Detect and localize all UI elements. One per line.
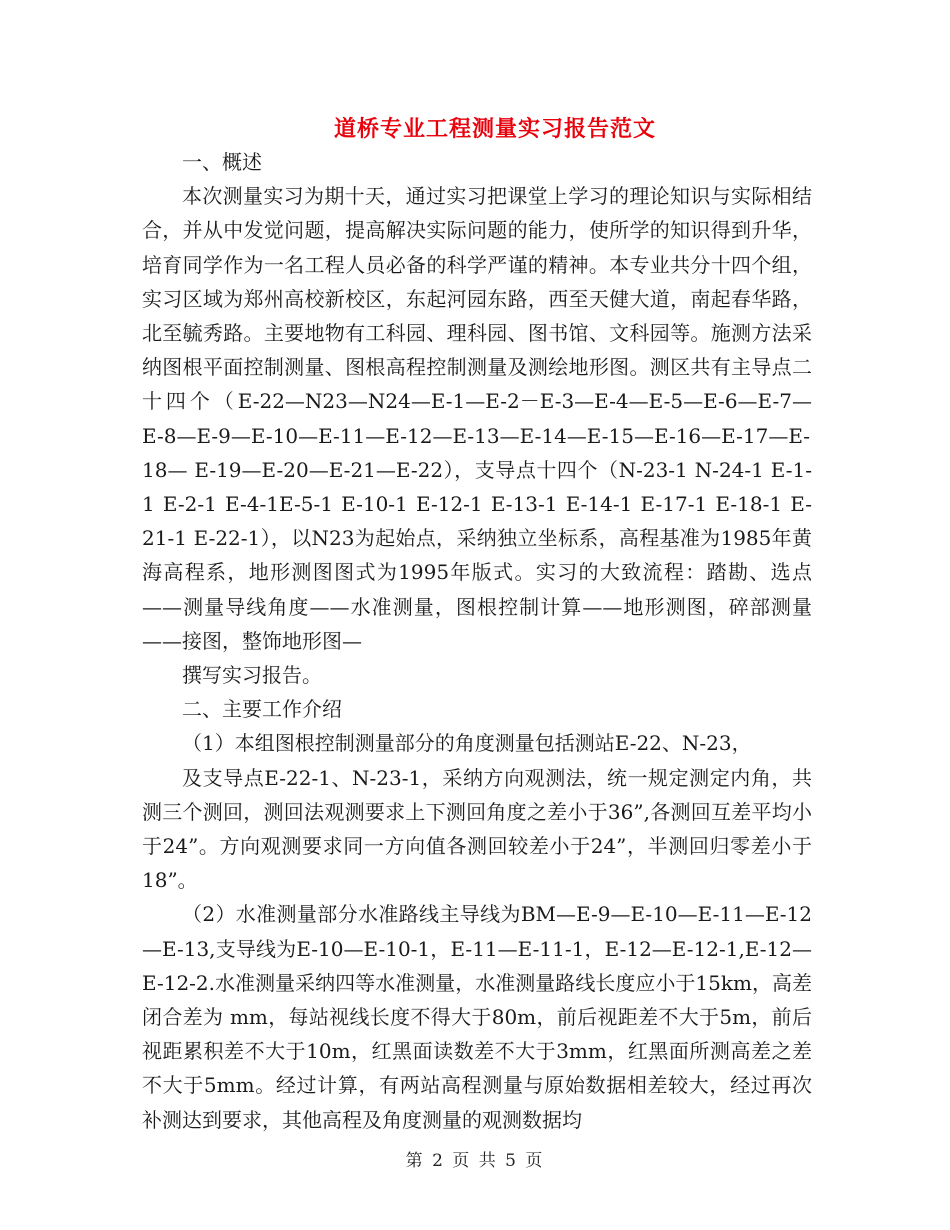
paragraph-leveling: （2）水准测量部分水准路线主导线为BM—E-9—E-10—E-11—E-12—E-13,支导线为E-10—E-10-1，E-11—E-11-1，E-12—E-12-1,E-12—E-12-2.水准测量采纳四等水准测量，水准测量路线长度应小于15km，高差闭合差为 mm，每站视线长度不得大于80m，前后视距差不大于5m，前后视距累积差不大于10m，红黑面读数差不大于3mm，红黑面所测高差之差不大于5mm。经过计算，有两站高程测量与原始数据相差较大，经过再次补测达到要求，其他高程及角度测量的观测数据均 [142,902,812,1132]
paragraph-overview: 本次测量实习为期十天，通过实习把课堂上学习的理论知识与实际相结合，并从中发觉问题，提高解决实际问题的能力，使所学的知识得到升华，培育同学作为一名工程人员必备的科学严谨的精神。本专业共分十四个组，实习区域为郑州高校新校区，东起河园东路，西至天健大道，南起春华路，北至毓秀路。主要地物有工科园、理科园、图书馆、文科园等。施测方法采纳图根平面控制测量、图根高程控制测量及测绘地形图。测区共有主导点二十四个（E-22—N23—N24—E-1—E-2－E-3—E-4—E-5—E-6—E-7—E-8—E-9—E-10—E-11—E-12—E-13—E-14—E-15—E-16—E-17—E-18— E-19—E-20—E-21—E-22），支导点十四个（N-23-1 N-24-1 E-1-1 E-2-1 E-4-1E-5-1 E-10-1 E-12-1 E-13-1 E-14-1 E-17-1 E-18-1 E-21-1 E-22-1），以N23为起始点，采纳独立坐标系，高程基准为1985年黄海高程系，地形测图图式为1995年版式。实习的大致流程：踏勘、选点——测量导线角度——水准测量，图根控制计算——地形测图，碎部测量——接图，整饰地形图— [142,184,812,653]
section-heading-main-work: 二、主要工作介绍 [182,697,342,722]
document-title: 道桥专业工程测量实习报告范文 [333,117,656,142]
page-number-footer: 第 2 页 共 5 页 [405,1151,545,1171]
paragraph-angle-measurement: 及支导点E-22-1、N-23-1，采纳方向观测法，统一规定测定内角，共测三个测回，测回法观测要求上下测回角度之差小于36”,各测回互差平均小于24”。方向观测要求同一方向值各测回较差小于24”，半测回归零差小于18”。 [142,765,812,893]
document-body [142,145,812,1137]
paragraph-report-writing: 撰写实习报告。 [182,663,322,688]
section-heading-overview: 一、概述 [182,150,262,174]
paragraph-angle-measurement-intro: （1）本组图根控制测量部分的角度测量包括测站E-22、N-23， [182,731,752,756]
